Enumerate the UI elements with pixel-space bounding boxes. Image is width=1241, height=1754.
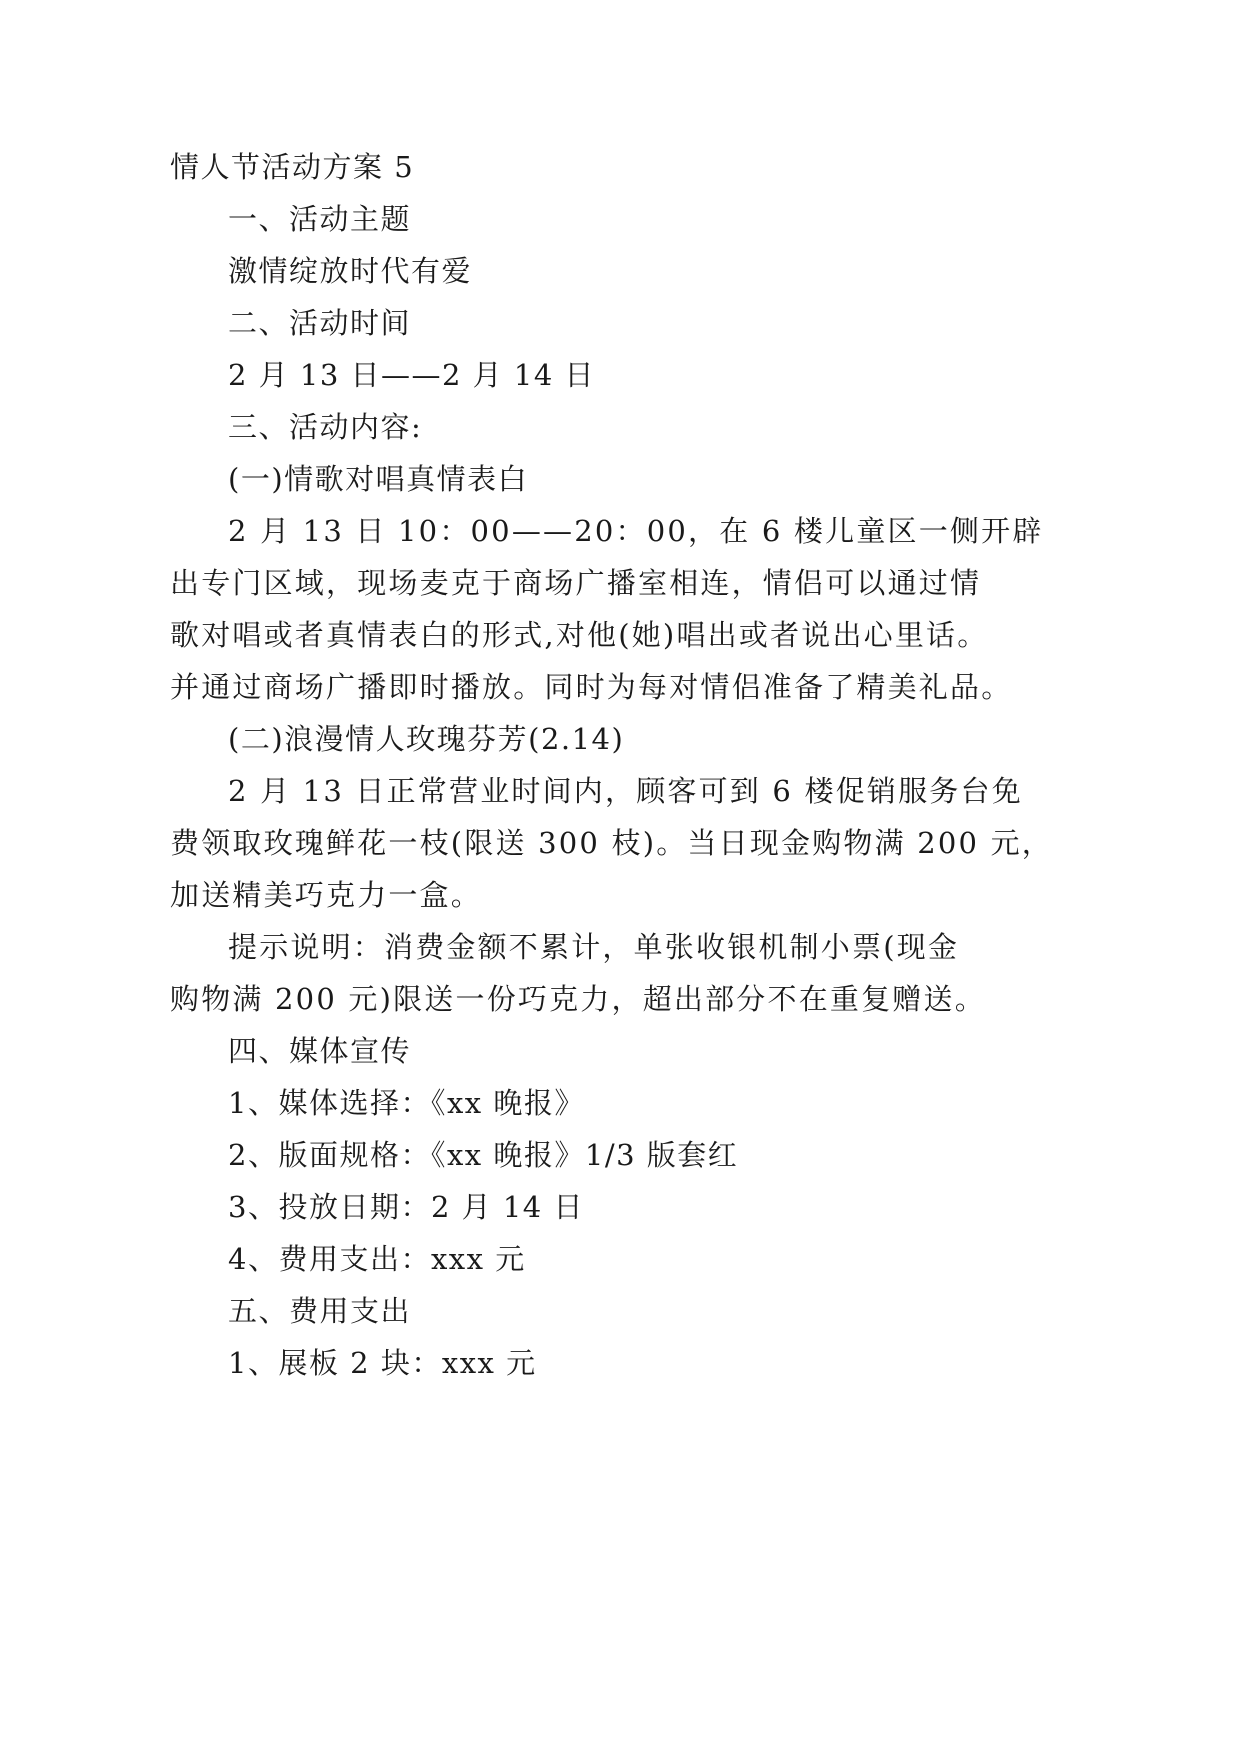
section-5-heading: 五、费用支出 (228, 1294, 412, 1328)
note-line: 购物满 200 元)限送一份巧克力，超出部分不在重复赠送。 (170, 982, 986, 1016)
section-1-text: 激情绽放时代有爱 (228, 254, 473, 288)
section-2-heading: 二、活动时间 (228, 306, 412, 340)
document-title: 情人节活动方案 5 (170, 150, 415, 184)
paragraph-line: 加送精美巧克力一盒。 (170, 878, 483, 912)
paragraph-line: 并通过商场广播即时播放。同时为每对情侣准备了精美礼品。 (170, 670, 1013, 704)
list-item: 1、媒体选择：《xx 晚报》 (228, 1086, 585, 1120)
list-item: 4、费用支出：xxx 元 (228, 1242, 526, 1276)
section-3-subheading-1: (一)情歌对唱真情表白 (228, 462, 529, 496)
paragraph-line: 歌对唱或者真情表白的形式,对他(她)唱出或者说出心里话。 (170, 618, 989, 652)
list-item: 2、版面规格：《xx 晚报》1/3 版套红 (228, 1138, 739, 1172)
list-item: 3、投放日期：2 月 14 日 (228, 1190, 584, 1224)
paragraph-line: 2 月 13 日正常营业时间内，顾客可到 6 楼促销服务台免 (228, 774, 1023, 808)
section-1-heading: 一、活动主题 (228, 202, 412, 236)
paragraph-line: 2 月 13 日 10：00——20：00，在 6 楼儿童区一侧开辟 (228, 514, 1044, 548)
list-item: 1、展板 2 块：xxx 元 (228, 1346, 537, 1380)
paragraph-line: 出专门区域，现场麦克于商场广播室相连，情侣可以通过情 (170, 566, 982, 600)
section-4-heading: 四、媒体宣传 (228, 1034, 412, 1068)
note-line: 提示说明：消费金额不累计，单张收银机制小票(现金 (228, 930, 960, 964)
paragraph-line: 费领取玫瑰鲜花一枝(限送 300 枝)。当日现金购物满 200 元， (170, 826, 1054, 860)
section-2-text: 2 月 13 日——2 月 14 日 (228, 358, 596, 392)
section-3-subheading-2: (二)浪漫情人玫瑰芬芳(2.14) (228, 722, 625, 756)
section-3-heading: 三、活动内容: (228, 410, 423, 444)
